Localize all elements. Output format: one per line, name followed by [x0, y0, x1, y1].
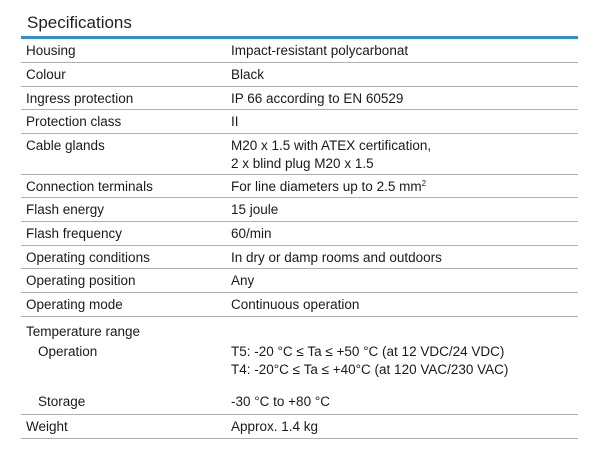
spec-value-line: -30 °C to +80 °C	[231, 394, 330, 409]
spec-label: Storage	[38, 394, 86, 409]
spec-value-line: Approx. 1.4 kg	[231, 419, 319, 434]
spec-value	[231, 201, 578, 221]
spec-row-flash-frequency	[21, 222, 578, 246]
spec-label: Operating position	[26, 273, 136, 288]
specifications-title: Specifications	[27, 13, 132, 32]
specifications-table	[21, 39, 578, 439]
spec-value	[231, 272, 578, 292]
spec-label: Colour	[26, 67, 66, 82]
spec-row-ingress-protection	[21, 87, 578, 110]
spec-value-line: In dry or damp rooms and outdoors	[231, 250, 442, 265]
spec-label: Temperature range	[26, 324, 141, 339]
spec-label: Housing	[26, 43, 76, 58]
spec-label: Flash energy	[26, 202, 105, 217]
spec-label: Flash frequency	[26, 226, 123, 241]
spec-label: Operation	[38, 344, 98, 359]
spec-label: Cable glands	[26, 138, 105, 153]
spec-label: Weight	[26, 419, 68, 434]
spec-value-line: T5: -20 °C ≤ Ta ≤ +50 °C (at 12 VDC/24 VDC)	[231, 344, 505, 359]
spec-value-line	[231, 178, 578, 196]
spec-label: Protection class	[26, 114, 122, 129]
spec-value-line: T4: -20°C ≤ Ta ≤ +40°C (at 120 VAC/230 VAC)	[231, 362, 509, 377]
spec-value-line: 2 x blind plug M20 x 1.5	[231, 156, 374, 171]
spec-value	[231, 323, 578, 343]
spec-row-weight	[21, 415, 578, 439]
spec-row-operating-conditions	[21, 246, 578, 269]
spec-label: Operating conditions	[26, 250, 150, 265]
spec-value-line: 15 joule	[231, 202, 279, 217]
spec-row-operating-position	[21, 269, 578, 293]
spec-value	[231, 90, 578, 109]
spec-row-colour	[21, 63, 578, 87]
spec-value-line: Impact-resistant polycarbonat	[231, 43, 409, 58]
spec-value	[231, 178, 578, 197]
spec-value	[231, 249, 578, 268]
spec-value	[231, 296, 578, 316]
spec-row-temperature-range	[21, 317, 578, 343]
spec-value	[231, 66, 578, 86]
spec-row-protection-class	[21, 110, 578, 134]
spec-label: Ingress protection	[26, 91, 134, 106]
spec-value	[231, 113, 578, 133]
spec-row-flash-energy	[21, 198, 578, 222]
spec-value	[231, 225, 578, 245]
spec-value	[231, 343, 578, 393]
spec-row-housing	[21, 39, 578, 63]
spec-value-line: M20 x 1.5 with ATEX certification,	[231, 138, 432, 153]
spec-value	[231, 418, 578, 438]
spec-value	[231, 393, 578, 414]
spec-row-cable-glands	[21, 134, 578, 175]
spec-value-text: For line diameters up to 2.5 mm	[231, 179, 422, 194]
spec-value	[231, 42, 578, 62]
spec-label: Connection terminals	[26, 179, 153, 194]
spec-value-line: II	[231, 114, 239, 129]
superscript: 2	[421, 179, 427, 188]
spec-value	[231, 137, 578, 174]
spec-value-line: 60/min	[231, 226, 272, 241]
spec-row-operating-mode	[21, 293, 578, 317]
spec-row-storage	[21, 393, 578, 415]
spec-row-connection-terminals	[21, 175, 578, 198]
spec-value-line: Continuous operation	[231, 297, 360, 312]
spec-label: Operating mode	[26, 297, 123, 312]
spec-value-line: Any	[231, 273, 255, 288]
spec-value-line: IP 66 according to EN 60529	[231, 91, 404, 106]
spec-row-operation	[21, 343, 578, 393]
spec-value-line: Black	[231, 67, 265, 82]
